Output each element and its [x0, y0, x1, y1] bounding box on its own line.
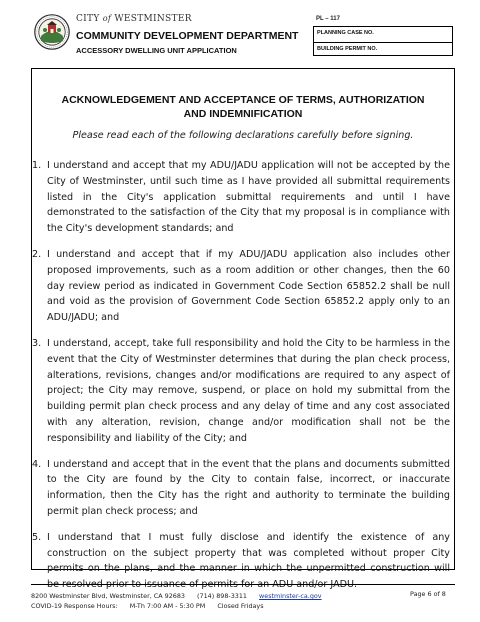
- page-number: Page 6 of 8: [410, 590, 446, 598]
- footer-address: 8200 Westminster Blvd, Westminster, CA 92683: [31, 592, 185, 600]
- footer-website-link[interactable]: westminster-ca.gov: [259, 592, 322, 600]
- city-of: of: [102, 14, 112, 23]
- item-text: I understand and accept that in the event that the plans and documents submitted to the City are found by the City to contain false, incorrect, or inaccurate information, then the City has the right and authority to terminate the building permit plan check process; and: [47, 458, 450, 517]
- footer: [31, 591, 322, 611]
- city-name-text: WESTMINSTER: [114, 14, 192, 24]
- item-number: 1.: [32, 160, 42, 171]
- footer-hours-label: COVID-19 Response Hours:: [31, 602, 118, 610]
- footer-closed: Closed Fridays: [217, 602, 264, 610]
- city-seal-logo: [34, 14, 70, 50]
- item-number: 3.: [32, 337, 42, 349]
- footer-hours: M-Th 7:00 AM - 5:30 PM: [129, 602, 206, 610]
- item-number: 2.: [32, 248, 42, 260]
- intro-text: Please read each of the following declarations carefully before signing.: [72, 130, 414, 141]
- item-text: I understand that I must fully disclose and identify the existence of any construction on the subject property that was completed without proper City permits on the plans, and the manner in which the unpermitted construction will: [47, 531, 450, 575]
- footer-contact-line: [31, 591, 322, 601]
- planning-case-field[interactable]: PLANNING CASE NO.: [317, 30, 374, 36]
- application-name: ACCESSORY DWELLING UNIT APPLICATION: [76, 46, 237, 55]
- footer-phone: (714) 898-3311: [197, 592, 247, 600]
- case-number-boxes: [313, 26, 453, 56]
- declaration-item: [32, 247, 450, 326]
- building-permit-field[interactable]: BUILDING PERMIT NO.: [314, 42, 452, 57]
- department-name: COMMUNITY DEVELOPMENT DEPARTMENT: [76, 30, 299, 42]
- header-titles: [76, 13, 306, 56]
- form-number: PL – 117: [316, 16, 340, 22]
- item-text: I understand and accept that my ADU/JADU application will not be accepted by the City of Westminster, until such time as I have provided all submittal requirements listed in the City's application submittal requirements and until I have demonstrated to the satisfaction of the City that my proposal is in compliance with the City's development standards; and: [47, 160, 450, 235]
- footer-divider: [31, 584, 455, 585]
- section-title: ACKNOWLEDGEMENT AND ACCEPTANCE OF TERMS, AUTHORIZATION AND INDEMNIFICATION: [61, 94, 425, 120]
- footer-hours-line: [31, 601, 322, 611]
- item-number: 4.: [32, 458, 42, 470]
- item-number: 5.: [32, 531, 42, 543]
- item-text: I understand, accept, take full responsibility and hold the City to be harmless in the event that the City of Westminster determines that during the plan check process, alterations, revisions, changes and/or modifications are required to any aspect of project; the City may remove, suspend, or place on hold my submittal from the building permit plan check process and any delay of time and any cost associated with any alteration, revision, change and/or modification shall not be the responsibility and liability of the City; and: [47, 337, 450, 444]
- declaration-item: [32, 336, 450, 447]
- city-name: [76, 13, 306, 25]
- declaration-item: [32, 457, 450, 520]
- declaration-item: [32, 158, 450, 237]
- declarations-list: [32, 158, 450, 593]
- item-text: I understand and accept that if my ADU/JADU application also includes other proposed improvements, such as a room addition or other changes, then the 60 day review period as indicated in Government Code Section 65852.2 shall be null and void as the provision of Government Code Section 65852.2 apply only to an ADU/JADU; and: [47, 248, 450, 324]
- city-prefix: CITY: [76, 14, 100, 24]
